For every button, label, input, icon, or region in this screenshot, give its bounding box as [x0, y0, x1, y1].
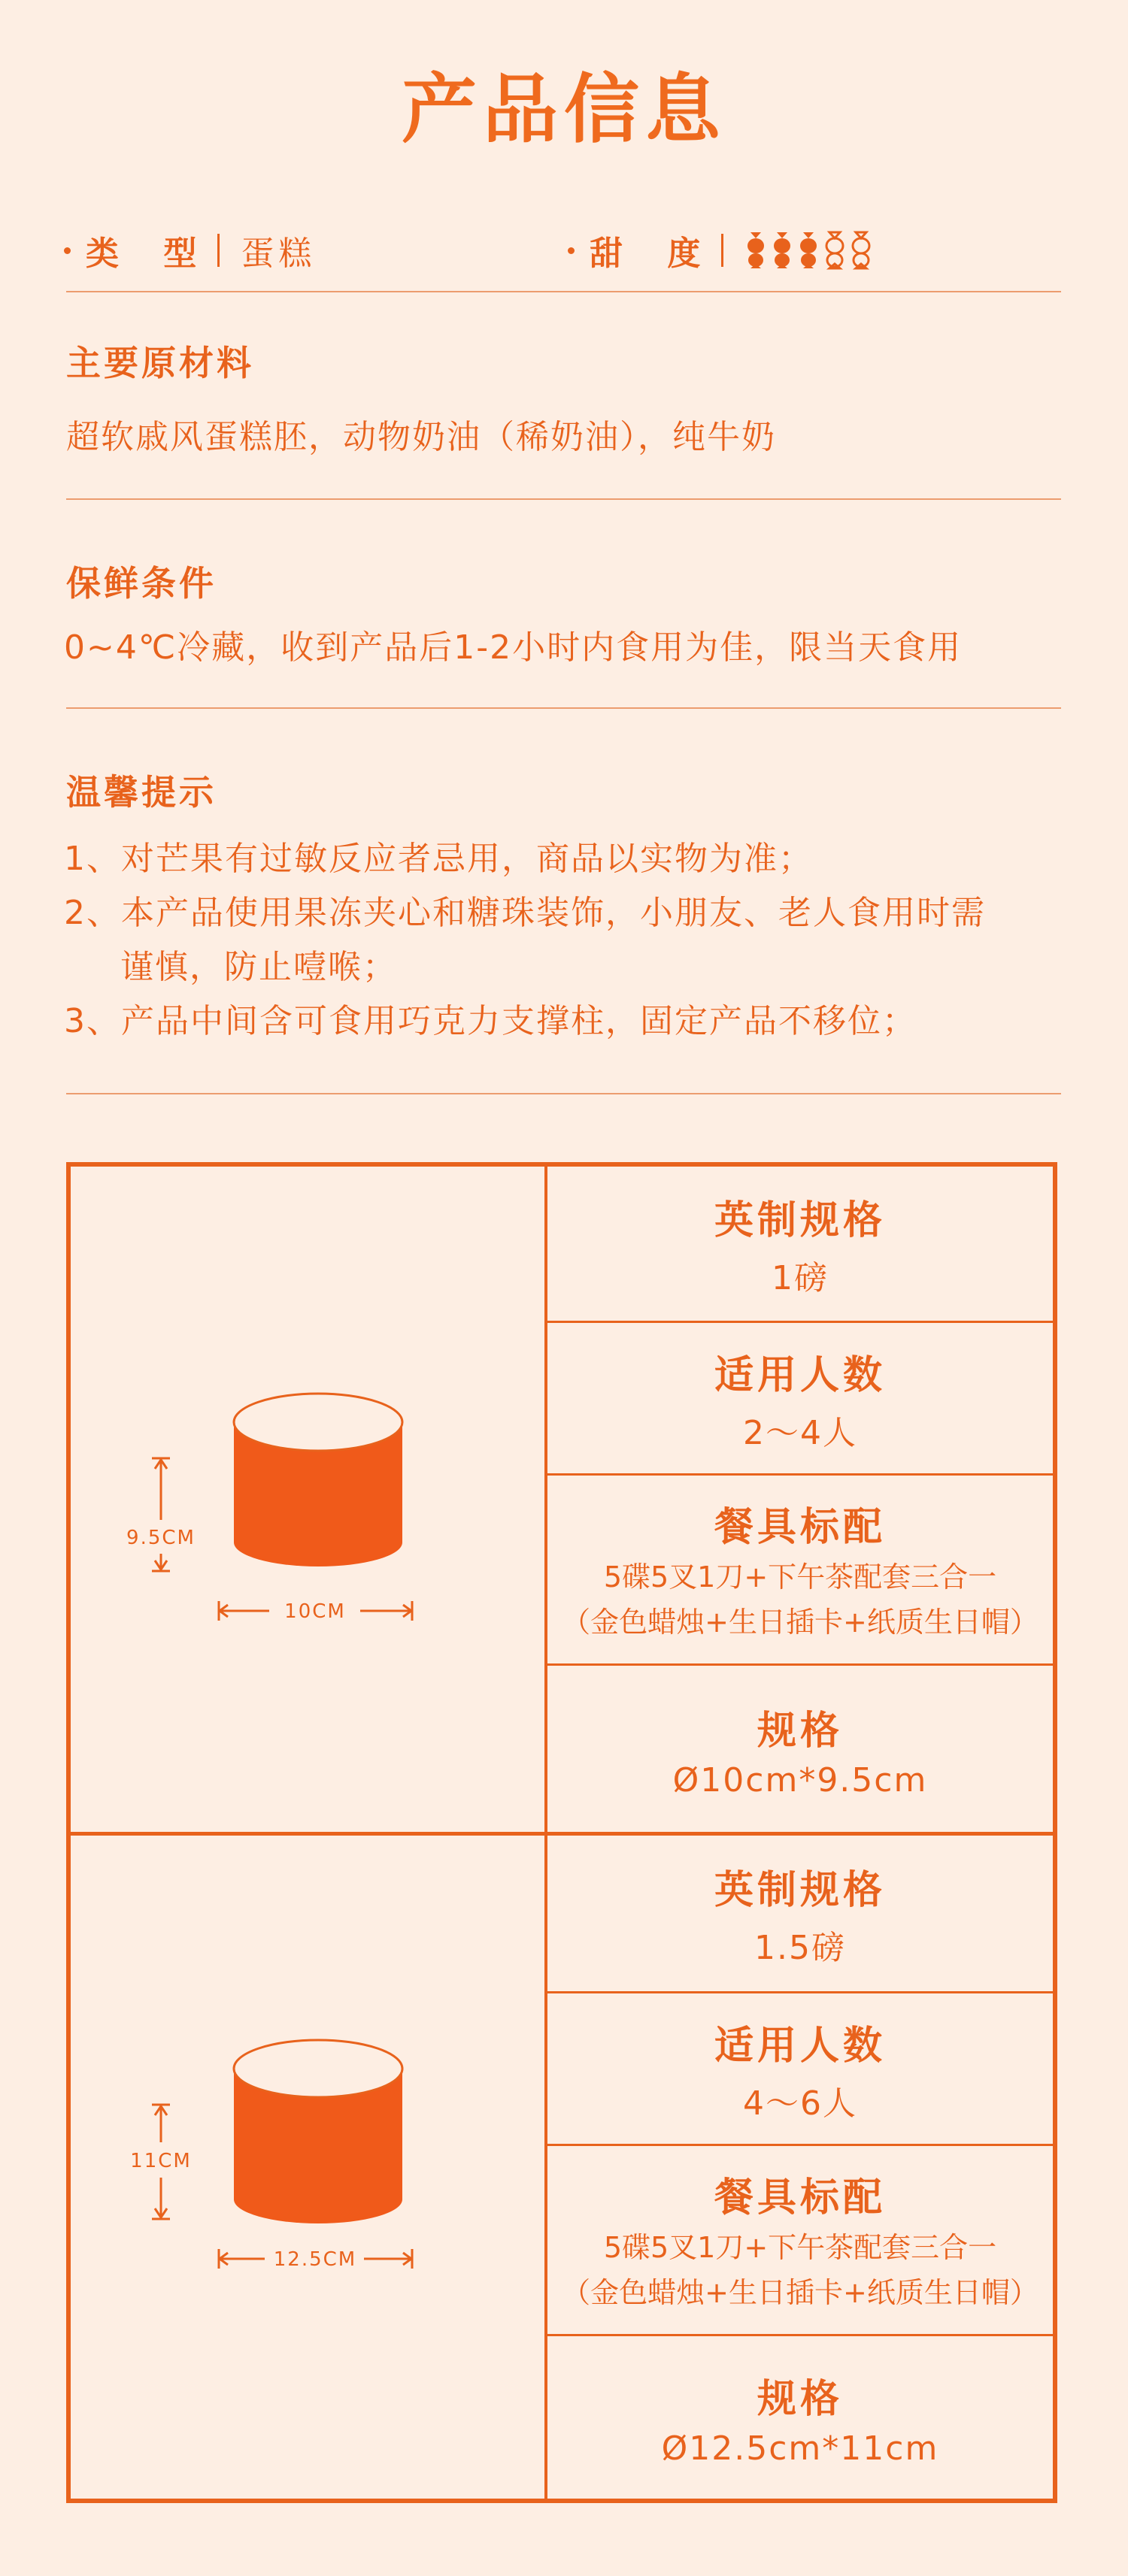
tip-item-2-continued: 谨慎，防止噎喉；	[120, 948, 397, 986]
spec-value: Ø12.5cm*11cm	[661, 2429, 939, 2468]
candy-empty-icon	[850, 231, 872, 270]
servings-heading: 适用人数	[714, 2023, 886, 2069]
imperial-value: 1磅	[772, 1259, 829, 1297]
candy-filled-icon	[744, 231, 767, 270]
servings-value: 2～4人	[743, 1413, 857, 1452]
separator	[217, 234, 220, 267]
width-dimension-label: 12.5CM	[273, 2248, 357, 2271]
tableware-cell	[547, 1476, 1053, 1663]
candy-filled-icon	[797, 231, 820, 270]
servings-heading: 适用人数	[714, 1352, 886, 1398]
type-attribute	[64, 224, 316, 277]
bullet-dot	[568, 247, 575, 254]
spec-cell	[547, 1666, 1053, 1832]
tips-heading: 温馨提示	[66, 772, 217, 813]
candy-filled-icon	[771, 231, 793, 270]
type-value: 蛋糕	[241, 235, 317, 273]
tip-item-2: 2、本产品使用果冻夹心和糖珠装饰，小朋友、老人食用时需	[64, 894, 986, 932]
type-label: 类 型	[86, 235, 214, 273]
divider	[66, 707, 1061, 709]
tableware-line-2: （金色蜡烛+生日插卡+纸质生日帽）	[562, 2275, 1039, 2309]
height-dimension-label: 11CM	[130, 2150, 192, 2172]
size-spec-table	[66, 1162, 1057, 2503]
divider	[66, 291, 1061, 292]
storage-heading: 保鲜条件	[66, 563, 217, 604]
page-title: 产品信息	[402, 65, 726, 153]
bullet-dot	[64, 247, 71, 254]
imperial-heading: 英制规格	[714, 1868, 886, 1913]
spec-value: Ø10cm*9.5cm	[672, 1760, 928, 1800]
tableware-line-2: （金色蜡烛+生日插卡+纸质生日帽）	[562, 1605, 1039, 1639]
cake-diagram-large	[71, 1836, 544, 2499]
divider	[66, 498, 1061, 500]
tableware-cell	[547, 2146, 1053, 2334]
sweetness-rating	[744, 231, 872, 270]
sweetness-label: 甜 度	[590, 235, 717, 273]
cake-diagram-small	[71, 1167, 544, 1832]
servings-cell	[547, 1323, 1053, 1473]
imperial-size-cell	[547, 1167, 1053, 1321]
sweetness-attribute	[568, 224, 872, 277]
ingredients-heading: 主要原材料	[66, 343, 254, 383]
ingredients-text: 超软戚风蛋糕胚，动物奶油（稀奶油），纯牛奶	[66, 418, 776, 456]
imperial-value: 1.5磅	[754, 1929, 846, 1967]
tableware-heading: 餐具标配	[714, 1504, 886, 1550]
spec-cell	[547, 2336, 1053, 2499]
tip-item-1: 1、对芒果有过敏反应者忌用，商品以实物为准；	[64, 840, 813, 878]
storage-text: 0~4℃冷藏，收到产品后1-2小时内食用为佳，限当天食用	[64, 628, 963, 667]
tableware-line-1: 5碟5叉1刀+下午茶配套三合一	[603, 1560, 997, 1594]
separator	[721, 234, 723, 267]
candy-empty-icon	[823, 231, 846, 270]
height-dimension-label: 9.5CM	[126, 1527, 196, 1549]
divider	[66, 1093, 1061, 1094]
imperial-size-cell	[547, 1836, 1053, 1991]
spec-heading: 规格	[757, 1708, 843, 1754]
tableware-line-1: 5碟5叉1刀+下午茶配套三合一	[603, 2230, 997, 2264]
tableware-heading: 餐具标配	[714, 2175, 886, 2220]
spec-heading: 规格	[757, 2377, 843, 2422]
tip-item-3: 3、产品中间含可食用巧克力支撑柱，固定产品不移位；	[64, 1002, 917, 1040]
servings-value: 4～6人	[743, 2084, 857, 2123]
servings-cell	[547, 1993, 1053, 2144]
imperial-heading: 英制规格	[714, 1198, 886, 1243]
width-dimension-label: 10CM	[284, 1600, 346, 1623]
